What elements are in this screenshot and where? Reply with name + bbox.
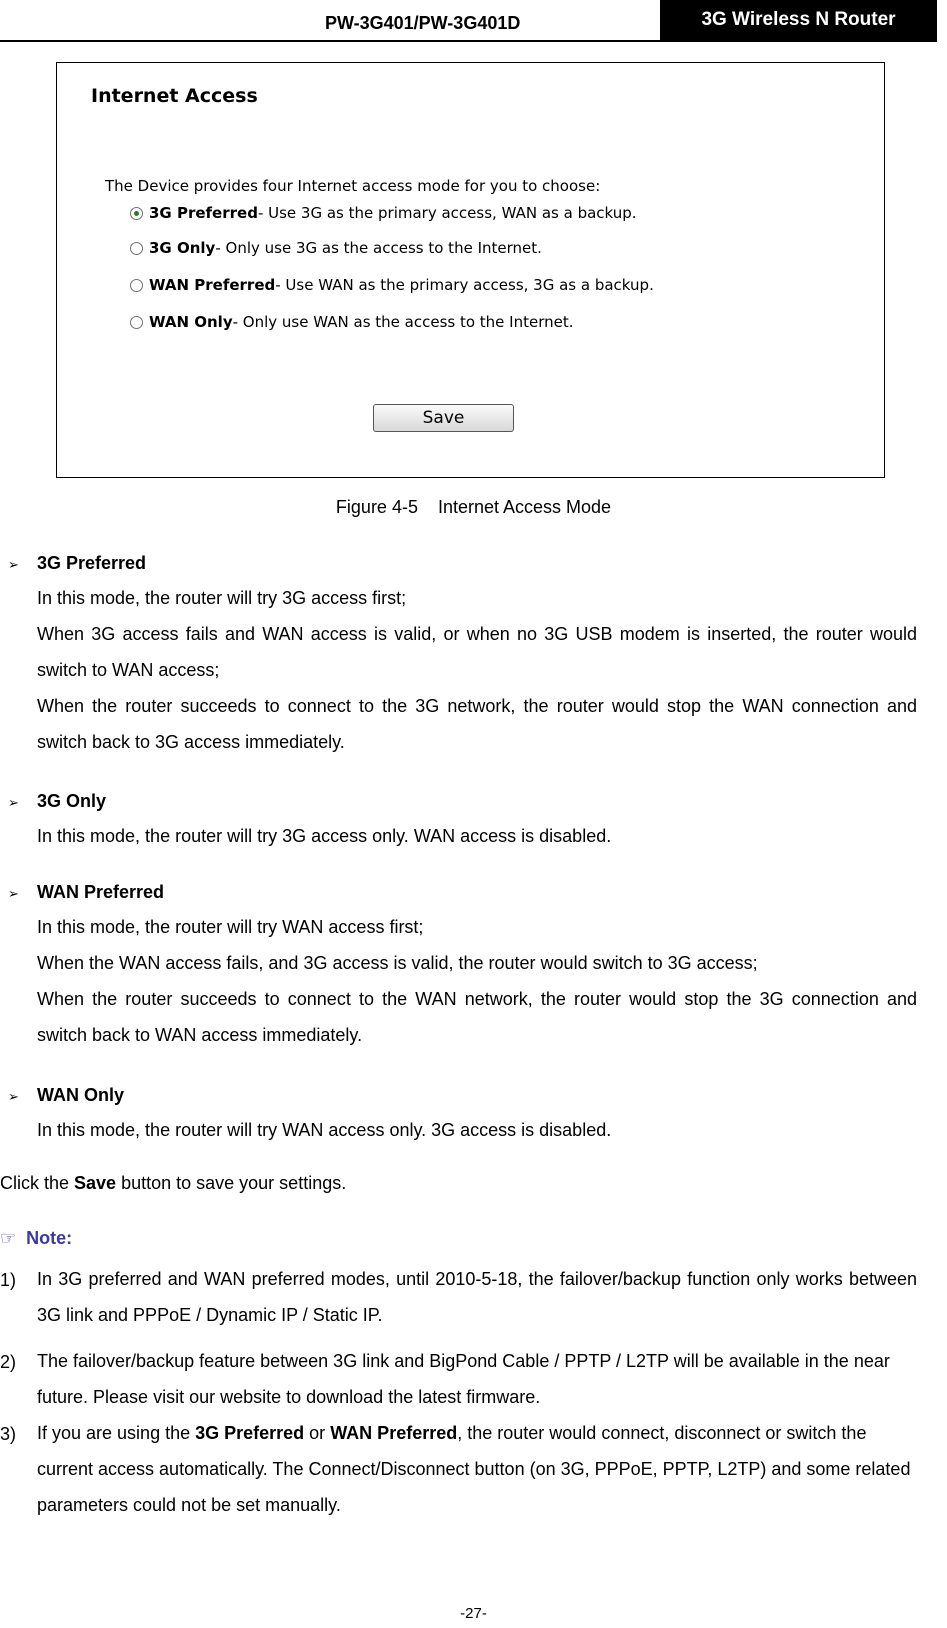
option-3g-preferred[interactable] [130,204,637,222]
option-name: 3G Preferred [149,204,258,222]
radio-selected-icon[interactable] [130,207,143,220]
radio-icon[interactable] [130,279,143,292]
product-tab: 3G Wireless N Router [660,0,937,40]
section-heading: WAN Only [37,1085,125,1105]
option-3g-only[interactable] [130,239,542,257]
note-text: If you are using the 3G Preferred or WAN Preferred, the router would connect, disconnect or switch the current access automatically. The Connect/Disconnect button (on 3G, PPPoE, PPTP, L2TP) and some related parameters could not be set manually. [37,1423,911,1515]
section-line: When the WAN access fails, and 3G access is valid, the router would switch to 3G access; [37,953,758,973]
section-heading: 3G Preferred [37,553,147,573]
option-name: WAN Only [149,313,233,331]
section-line: In this mode, the router will try WAN access first; [37,917,424,937]
header-rule [0,40,937,42]
figure-caption: Figure 4-5 Internet Access Mode [335,497,612,517]
note-text: The failover/backup feature between 3G link and BigPond Cable / PPTP / L2TP will be available in the near future. Please visit our website to download the latest firmware. [37,1351,890,1407]
internet-access-screenshot [56,62,885,478]
note-label: ☞ Note: [0,1228,73,1248]
section-line: In this mode, the router will try 3G access first; [37,588,407,608]
screenshot-intro: The Device provides four Internet access mode for you to choose: [105,177,601,195]
bullet-arrow-icon: ➢ [8,1089,19,1104]
note-number: 1) [0,1270,17,1290]
section-line: When the router succeeds to connect to the WAN network, the router would stop the 3G connection and switch back to WAN access immediately. [37,989,917,1045]
section-heading: 3G Only [37,791,107,811]
option-wan-only[interactable] [130,313,574,331]
option-desc: - Only use WAN as the access to the Internet. [232,313,574,331]
model-name: PW-3G401/PW-3G401D [325,13,521,33]
option-desc: - Use WAN as the primary access, 3G as a backup. [275,276,654,294]
bullet-arrow-icon: ➢ [8,795,19,810]
option-name: 3G Only [149,239,216,257]
bullet-arrow-icon: ➢ [8,557,19,572]
option-name: WAN Preferred [149,276,276,294]
note-number: 3) [0,1424,17,1444]
section-line: When the router succeeds to connect to the 3G network, the router would stop the WAN connection and switch back to 3G access immediately. [37,696,917,752]
option-desc: - Use 3G as the primary access, WAN as a backup. [257,204,637,222]
screenshot-title: Internet Access [91,85,258,107]
option-wan-preferred[interactable] [130,276,654,294]
page-number: -27- [460,1605,487,1622]
radio-icon[interactable] [130,316,143,329]
option-desc: - Only use 3G as the access to the Internet. [215,239,542,257]
section-heading: WAN Preferred [37,882,165,902]
note-text: In 3G preferred and WAN preferred modes, until 2010-5-18, the failover/backup function only works between 3G link and PPPoE / Dynamic IP / Static IP. [37,1269,917,1325]
pointing-hand-icon: ☞ [0,1228,17,1248]
section-line: When 3G access fails and WAN access is valid, or when no 3G USB modem is inserted, the router would switch to WAN access; [37,624,917,680]
radio-icon[interactable] [130,242,143,255]
page-header [0,0,947,44]
section-line: In this mode, the router will try WAN access only. 3G access is disabled. [37,1120,612,1140]
section-line: In this mode, the router will try 3G access only. WAN access is disabled. [37,826,612,846]
bullet-arrow-icon: ➢ [8,886,19,901]
save-button[interactable]: Save [373,404,514,432]
click-save-line: Click the Save button to save your settings. [0,1173,347,1193]
note-number: 2) [0,1352,17,1372]
